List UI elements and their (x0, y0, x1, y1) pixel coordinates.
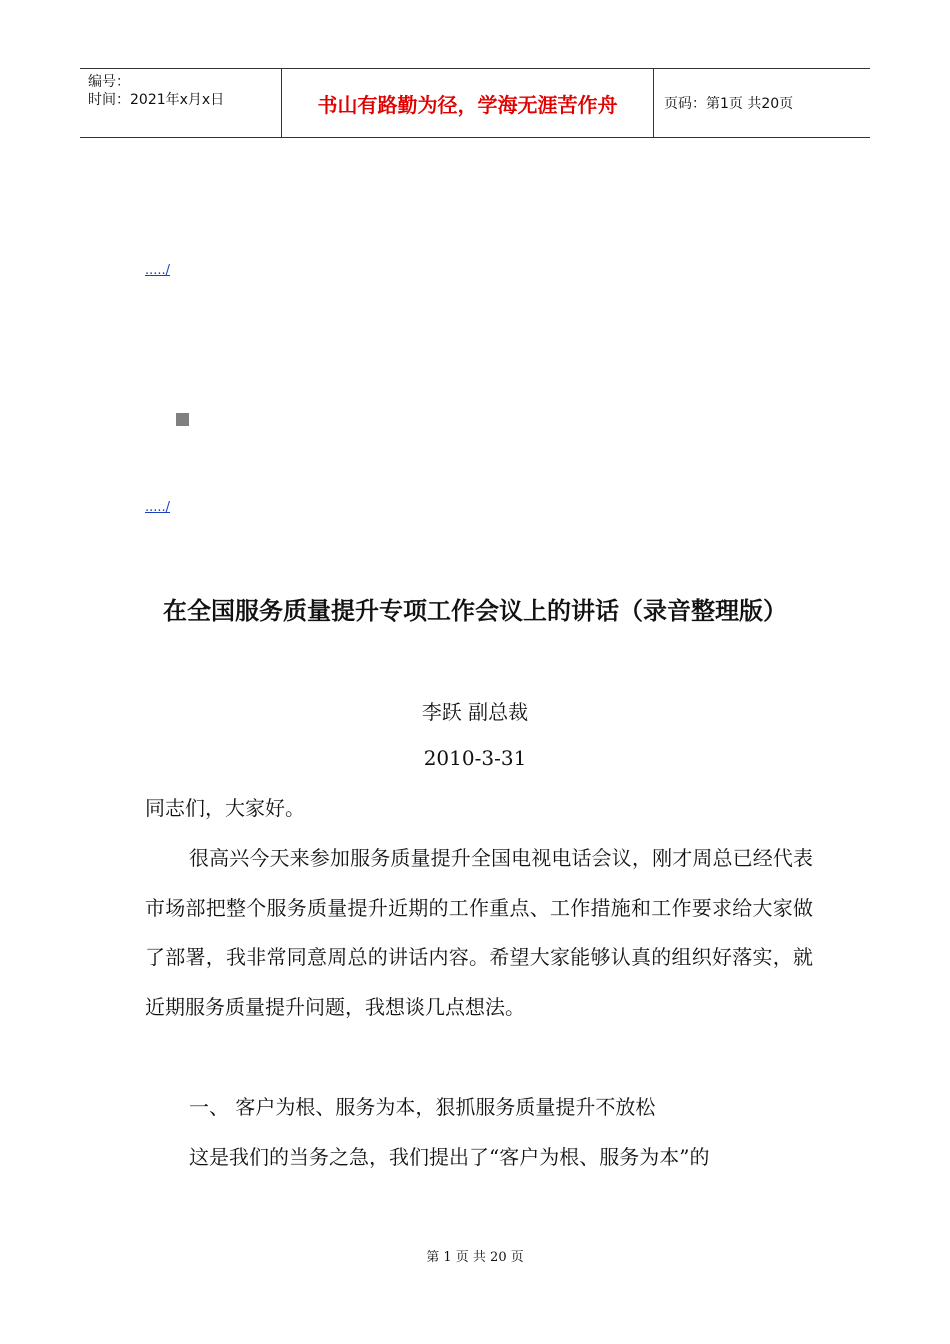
speaker-line: 李跃 副总裁 (421, 700, 529, 724)
number-label: 编号： (88, 74, 130, 90)
header-motto: 书山有路勤为径，学海无涯苦作舟 (282, 69, 654, 137)
greeting: 同志们，大家好。 (145, 796, 305, 820)
date-line: 2010-3-31 (423, 746, 527, 770)
header-page-info: 页码：第1页 共20页 (664, 96, 794, 112)
link-2[interactable]: ...../ (145, 500, 171, 515)
header-meta-cell (80, 69, 282, 137)
document-header (80, 68, 870, 138)
document-title: 在全国服务质量提升专项工作会议上的讲话（录音整理版） (163, 597, 787, 625)
paragraph-1: 很高兴今天来参加服务质量提升全国电视电话会议，刚才周总已经代表市场部把整个服务质量提升近期的工作重点、工作措施和工作要求给大家做了部署，我非常同意周总的讲话内容。希望大家能够认真的组织好落实，就近期服务质量提升问题，我想谈几点想法。 (145, 846, 813, 1019)
page-footer: 第 1 页 共 20 页 (426, 1250, 524, 1265)
bullet-square-icon (176, 413, 189, 426)
link-1[interactable]: ...../ (145, 263, 171, 278)
paragraph-2: 这是我们的当务之急，我们提出了“客户为根、服务为本”的 (189, 1145, 710, 1169)
time-label: 时间：2021年x月x日 (88, 92, 225, 108)
section-heading-1: 一、 客户为根、服务为本，狠抓服务质量提升不放松 (189, 1095, 656, 1119)
